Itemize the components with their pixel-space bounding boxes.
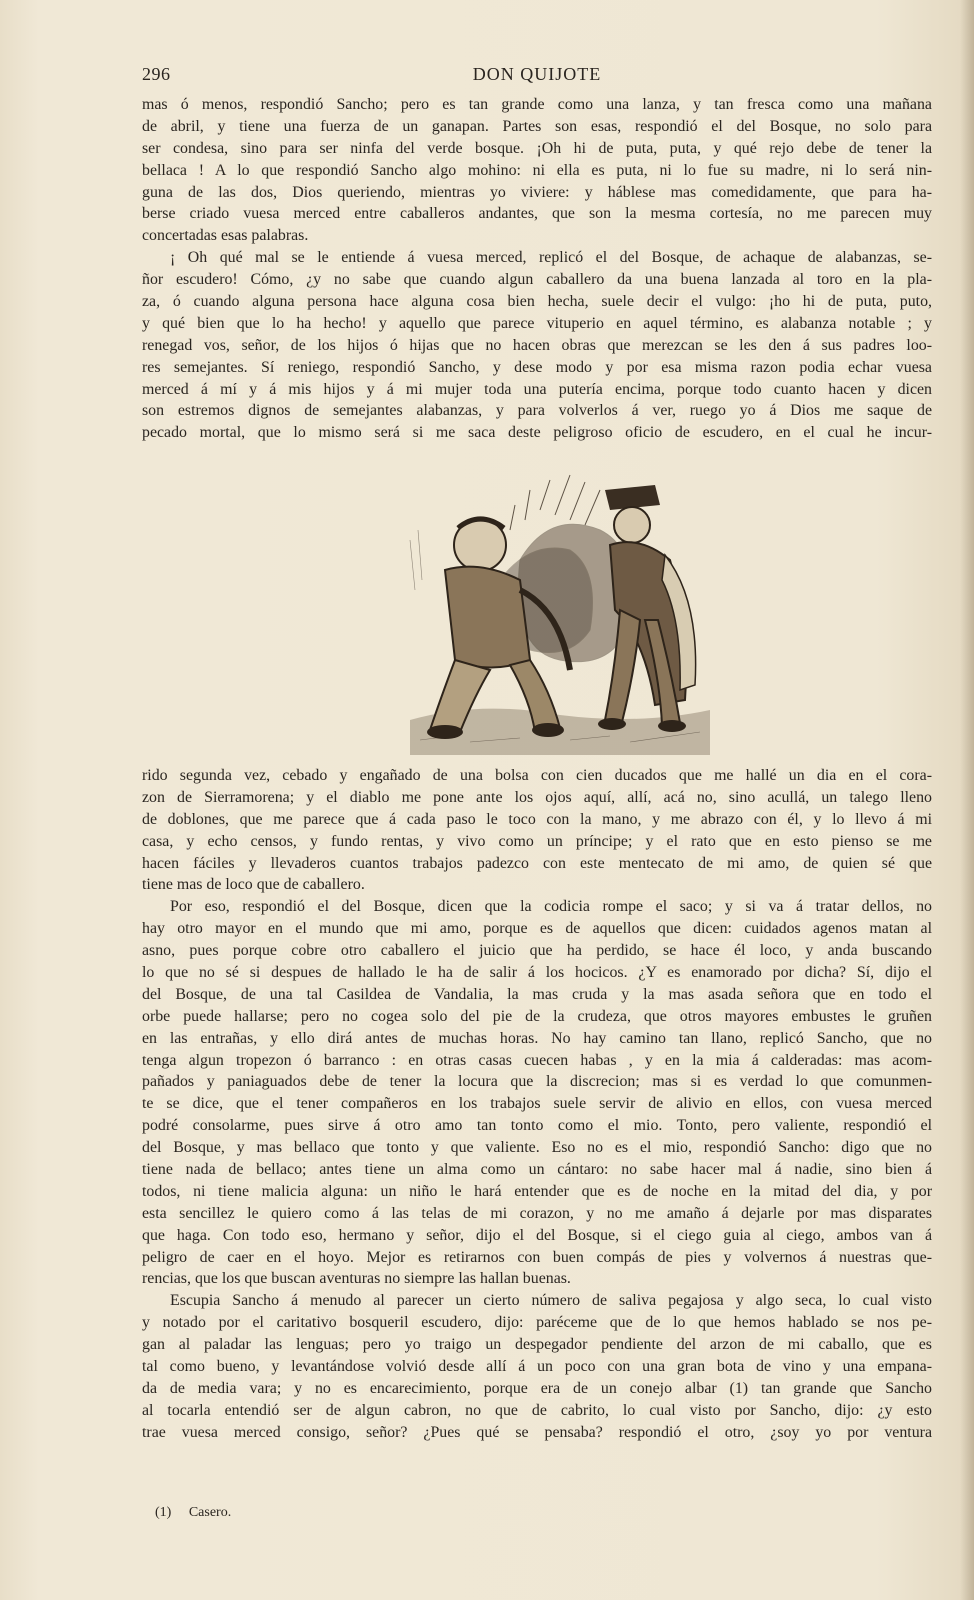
text-line: tal como bueno, y levantándose volvió desde allí á un poco con una gran bota de vino y una empana- (142, 1358, 932, 1376)
text-line: del Bosque, y mas bellaco que tonto y que valiente. Eso no es el mio, respondió Sancho: digo que no (142, 1139, 932, 1157)
text-line: merced á mí y á mis hijos y á mi mujer toda una putería encima, porque todo cuanto hacen y dicen (142, 380, 932, 398)
text-line: Por eso, respondió el del Bosque, dicen que la codicia rompe el saco; y si va á tratar dellos, no (170, 898, 932, 916)
text-line: renegad vos, señor, de los hijos ó hijas que no hacen obras que merezcan se les den á sus padres loo- (142, 336, 932, 354)
text-line: rido segunda vez, cebado y engañado de una bolsa con cien ducados que me hallé un dia en el cora- (142, 767, 932, 784)
text-line: bellaca ! A lo que respondió Sancho algo mohino: ni ella es puta, ni lo fue su madre, ni lo será nin- (142, 161, 932, 179)
text-line: de abril, y tiene una fuerza de un ganapan. Partes son esas, respondió el del Bosque, no solo para (142, 117, 932, 135)
text-line: podré consolarme, pues sirve á otro amo tan tonto como el mio. Tonto, pero valiente, respondió el (142, 1117, 932, 1135)
text-line: pañados y paniaguados debe de tener la locura que la discrecion; mas si es verdad lo que comunmen- (142, 1073, 932, 1091)
page-number: 296 (142, 64, 171, 84)
text-line: hay otro mayor en el mundo que mi amo, porque es de aquellos que dicen: cuidados agenos matan al (142, 920, 932, 938)
running-title: DON QUIJOTE (472, 64, 602, 84)
text-line: orbe puede hallarse; pero no cogea solo del pie de la crudeza, que otros mayores embustes le gruñen (142, 1007, 932, 1025)
text-line: son estremos dignos de semejantes alabanzas, y para volverlos á ver, ruego yo á Dios me saque de (142, 402, 932, 420)
text-line: y qué bien que lo ha hecho! y aquello que parece vituperio en aquel término, es alabanza notable ; y (142, 314, 932, 332)
text-line: al tocarla entendió ser de algun cabron, no que de cabrito, lo cual visto por Sancho, dijo: ¿y esto (142, 1401, 932, 1419)
text-line: en las entrañas, y ello dirá antes de muchas horas. No hay camino tan llano, replicó Sancho, que no (142, 1029, 932, 1047)
text-line: concertadas esas palabras. (142, 227, 309, 245)
text-line: del Bosque, de una tal Casildea de Vandalia, la mas cruda y la mas asada señora que en todo el (142, 985, 932, 1003)
text-line: zon de Sierramorena; y el diablo me pone ante los ojos aquí, allí, acá no, sino acullá, un talego lleno (142, 788, 932, 806)
text-line: hacen fáciles y llevaderos cuantos trabajos padezco con este mentecato de mi amo, de quien sé que (142, 854, 932, 872)
text-line: casa, y echo censos, y fundo rentas, y vivo como un príncipe; y el rato que en esto pienso se me (142, 832, 932, 850)
text-line: ñor escudero! Cómo, ¿y no sabe que cuando algun caballero da una buena lanzada al toro en la pla- (142, 271, 932, 289)
text-line: peligro de caer en el hoyo. Mejor es retirarnos con buen compás de pies y volvernos á nuestras que- (142, 1248, 932, 1266)
text-line: lo que no sé si despues de hallado le ha de salir á los hocicos. ¿Y es enamorado por dicha? Sí, dijo el (142, 964, 932, 982)
text-line: gan al paladar las lenguas; pero yo traigo un despegador pendiente del arzon de mi caballo, que es (142, 1336, 932, 1354)
text-line: da de media vara; y no es encarecimiento, porque era de un conejo albar (1) tan grande que Sancho (142, 1379, 932, 1397)
engraving-illustration (400, 470, 720, 755)
text-line: mas ó menos, respondió Sancho; pero es tan grande como una lanza, y tan fresca como una mañana (142, 96, 932, 113)
text-block-bottom (142, 765, 932, 1444)
text-line: de doblones, que me parece que á cada paso le toco con la mano, y me abrazo con él, y lo llevo á mi (142, 810, 932, 828)
text-line: ¡ Oh qué mal se le entiende á vuesa merced, replicó el del Bosque, de achaque de alabanzas, se- (170, 249, 932, 267)
text-line: ser condesa, sino para ser ninfa del verde bosque. ¡Oh hi de puta, puta, y qué rejo debe de tener la (142, 139, 932, 157)
text-line: te se dice, que el tener compañeros en los trabajos suele servir de alivio en ellos, con vuesa merced (142, 1095, 932, 1113)
text-line: tiene mas de loco que de caballero. (142, 876, 365, 894)
text-line: asno, pues porque cobre otro caballero el juicio que ha perdido, se hace él loco, y anda buscando (142, 942, 932, 960)
footnote-marker: (1) (155, 1505, 172, 1520)
text-line: y notado por el caritativo bosqueril escudero, dijo: paréceme que de lo que hemos hablado se nos pe- (142, 1314, 932, 1332)
text-line: pecado mortal, que lo mismo será si me saca deste peligroso oficio de escudero, en el cual he incur- (142, 424, 932, 442)
text-line: esta sencillez le quiero como á las telas de mi corazon, y no me amaño á dejarle por mas disparates (142, 1204, 932, 1222)
text-line: tiene nada de bellaco; antes tiene un alma como un cántaro: no sabe hacer mal á nadie, sino bien á (142, 1161, 932, 1179)
text-line: trae vuesa merced consigo, señor? ¿Pues qué se pensaba? respondió el otro, ¿soy yo por ventura (142, 1423, 932, 1441)
text-line: rencias, que los que buscan aventuras no siempre las hallan buenas. (142, 1270, 571, 1288)
text-block-top (142, 94, 932, 444)
text-line: Escupia Sancho á menudo al parecer un cierto número de saliva pegajosa y algo seca, lo cual visto (170, 1292, 932, 1310)
text-line: que haga. Con todo eso, hermano y señor, dijo el del Bosque, si el ciego guia al ciego, ambos van á (142, 1226, 932, 1244)
text-line: res semejantes. Sí reniego, respondió Sancho, y dese modo y por esa misma razon podia echar vuesa (142, 358, 932, 376)
binding-shadow (960, 0, 974, 1600)
text-line: guna de las dos, Dios queriendo, mientras yo viviere: y háblese mas comedidamente, que para ha- (142, 183, 932, 201)
footnote (155, 1505, 245, 1521)
text-line: berse criado vuesa merced entre caballeros andantes, que son la mesma cortesía, no me parecen muy (142, 205, 932, 223)
text-line: todos, ni tiene malicia alguna: un niño le hará entender que es de noche en la mitad del dia, y por (142, 1182, 932, 1200)
footnote-text: Casero. (188, 1505, 232, 1520)
page-header (142, 62, 932, 88)
text-line: tenga algun tropezon ó barranco : en otras casas cuecen habas , y en la mia á calderadas: mas acom- (142, 1051, 932, 1069)
text-line: za, ó cuando alguna persona hace alguna cosa bien hecha, suele decir el vulgo: ¡ho hi de puta, puto, (142, 293, 932, 311)
